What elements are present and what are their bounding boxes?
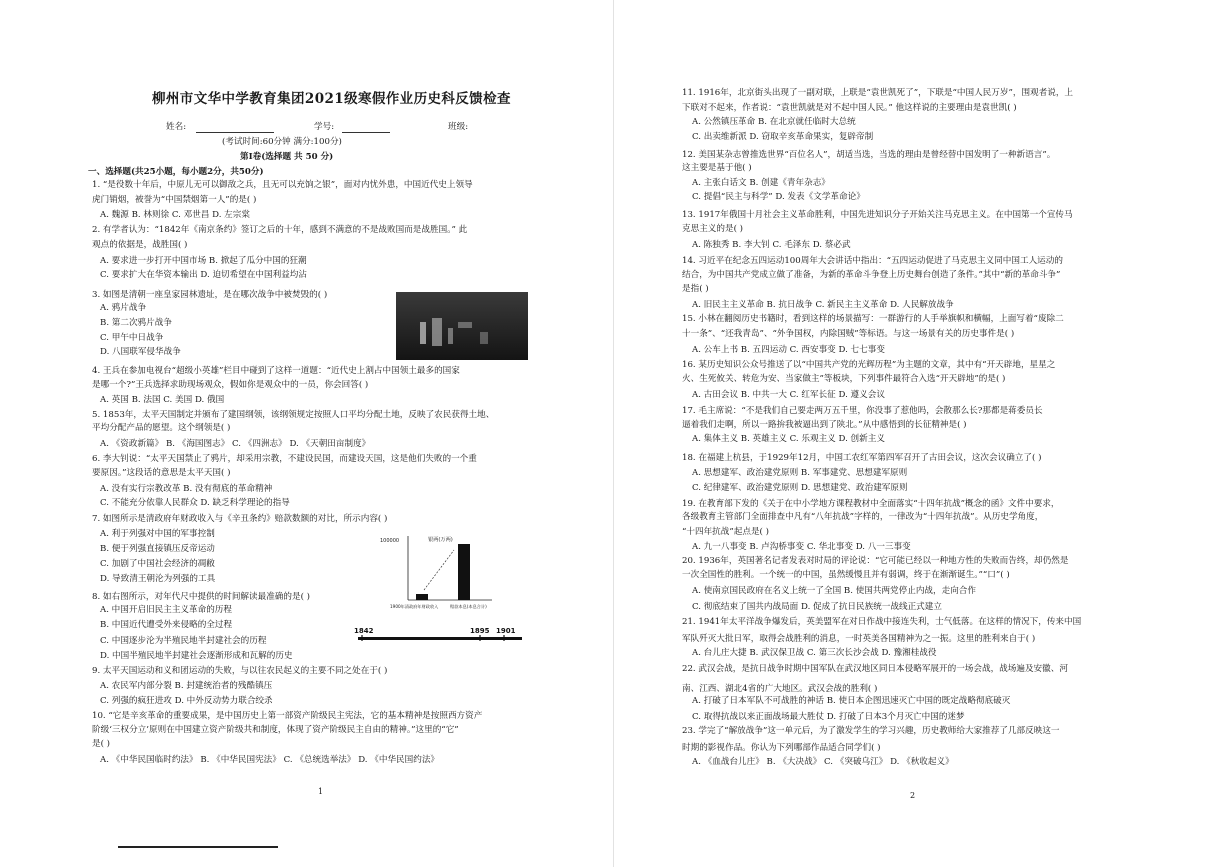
question-line: 时期的影视作品。你认为下列哪部作品适合同学们( )	[682, 743, 881, 753]
finance-bar-chart	[376, 532, 494, 612]
name-blank	[196, 132, 274, 133]
answer-option-line: A. 陈独秀 B. 李大钊 C. 毛泽东 D. 蔡必武	[692, 240, 851, 250]
section-title: 一、选择题(共25小题，每小题2分，共50分)	[88, 167, 264, 177]
question-line: 克思主义的是( )	[682, 224, 743, 234]
exam-info: (考试时间:60分钟 满分:100分)	[222, 137, 342, 147]
answer-option-line: C. 不能充分依靠人民群众 D. 缺乏科学理论的指导	[100, 498, 290, 508]
answer-option-line: C. 加剧了中国社会经济的凋敝	[100, 559, 215, 569]
question-line: 军队歼灭大批日军，取得会战胜利的消息，一时英美各国精神为之一振。这里的胜利来自于( )	[682, 634, 1036, 644]
question-line: 11. 1916年，北京街头出现了一副对联，上联是“袁世凯死了”，下联是“中国人民万岁”，围观者说，上	[682, 88, 1074, 98]
question-line: 是( )	[92, 739, 111, 749]
answer-option-line: C. 要求扩大在华资本输出 D. 迫切希望在中国利益均沾	[100, 270, 307, 280]
y-tick-top: 100000	[380, 538, 400, 544]
timeline-start: 1842	[354, 627, 374, 635]
answer-option-line: B. 第二次鸦片战争	[100, 318, 172, 328]
answer-option-line: A. 台儿庄大捷 B. 武汉保卫战 C. 第三次长沙会战 D. 豫湘桂战役	[692, 648, 937, 658]
answer-option-line: A. 农民军内部分裂 B. 封建统治者的残酷镇压	[100, 681, 273, 691]
question-line: 17. 毛主席说：“不是我们自己要走两万五千里，你没事了惹他吗，会散那么长?那都是蒋委员长	[682, 406, 1043, 416]
answer-option-line: A. 要求进一步打开中国市场 B. 掀起了瓜分中国的狂潮	[100, 256, 307, 266]
answer-option-line: A. 英国 B. 法国 C. 美国 D. 俄国	[100, 395, 225, 405]
answer-option-line: D. 八国联军侵华战争	[100, 347, 181, 357]
question-line: 6. 李大钊说：“太平天国禁止了鸦片，却采用宗教，不建设民国，而建设天国，这是他们失败的一个重	[92, 454, 477, 464]
question-line: 要原因。”这段话的意思是太平天国( )	[92, 468, 231, 478]
question-line: “十四年抗战”起点是( )	[682, 527, 769, 537]
question-line: 4. 王兵在参加电视台“超级小英雄”栏目中碰到了这样一道题：“近代史上割占中国领土最多的国家	[92, 366, 460, 376]
answer-option-line: A. 《资政新篇》 B. 《海国图志》 C. 《四洲志》 D. 《天朝田亩制度》	[100, 439, 371, 449]
class-label: 班级:	[448, 122, 469, 132]
question-line: 十一条”、“还我青岛”、“外争国权，内除国贼”等标语。与这一场景有关的历史事件是( )	[682, 329, 1015, 339]
question-line: 18. 在福建上杭县，于1929年12月，中国工农红军第四军召开了古田会议，这次会议确立了( )	[682, 453, 1042, 463]
question-line: 1. “是役数十年后，中原儿无可以御敌之兵，且无可以充饷之银”，面对内忧外患，中国近代史上领导	[92, 180, 473, 190]
question-line: 3. 如图是清朝一座皇家园林遗址，是在哪次战争中被焚毁的( )	[92, 290, 328, 300]
question-line: 7. 如图所示是清政府年财政收入与《辛丑条约》赔款数额的对比，所示内容( )	[92, 514, 388, 524]
part-title: 第Ⅰ卷(选择题 共 50 分)	[240, 152, 334, 162]
answer-option-line: A. 思想建军、政治建党原则 B. 军事建党、思想建军原则	[692, 468, 908, 478]
question-line: 21. 1941年太平洋战争爆发后，英美盟军在对日作战中接连失利，士气低落。在这样的情况下，传来中国	[682, 617, 1082, 627]
question-line: 阶级‘三权分立’原则在中国建立资产阶级共和制度，体现了资产阶级民主自由的精神。”这里的“它”	[92, 725, 459, 735]
timeline-end: 1901	[496, 627, 516, 635]
answer-option-line: A. 旧民主主义革命 B. 抗日战争 C. 新民主主义革命 D. 人民解放战争	[692, 300, 954, 310]
answer-option-line: A. 魏源 B. 林则徐 C. 邓世昌 D. 左宗棠	[100, 210, 250, 220]
question-line: 是哪一个?”王兵选择求助现场观众，假如你是观众中的一员，你会回答( )	[92, 380, 369, 390]
answer-option-line: C. 取得抗战以来正面战场最大胜仗 D. 打破了日本3个月灭亡中国的迷梦	[692, 712, 965, 722]
answer-option-line: A. 公然镇压革命 B. 在北京就任临时大总统	[692, 117, 856, 127]
question-line: 15. 小林在翻阅历史书籍时，看到这样的场景描写：一群游行的人手举旗帜和横幅，上面写着“废除二	[682, 314, 1064, 324]
question-line: 观点的依据是，战胜国( )	[92, 240, 188, 250]
answer-option-line: C. 甲午中日战争	[100, 333, 164, 343]
label-revenue: 1900年清政府年财政收入	[390, 604, 439, 609]
question-line: 22. 武汉会战，是抗日战争时期中国军队在武汉地区同日本侵略军展开的一场会战，战场遍及安徽、河	[682, 664, 1068, 674]
question-line: 虎门销烟，被誉为“中国禁烟第一人”的是( )	[92, 195, 257, 205]
answer-option-line: A. 《中华民国临时约法》 B. 《中华民国宪法》 C. 《总统选举法》 D. 《中华民国约法》	[100, 755, 440, 765]
answer-option-line: A. 古田会议 B. 中共一大 C. 红军长征 D. 遵义会议	[692, 390, 885, 400]
chart-unit: 银两(万两)	[428, 537, 453, 543]
answer-option-line: D. 导致清王朝沦为列强的工具	[100, 574, 216, 584]
question-line: 8. 如右图所示，对年代尺中提供的时间解读最准确的是( )	[92, 592, 311, 602]
question-line: 结合，为中国共产党成立做了准备，为新的革命斗争登上历史舞台创造了条件。”其中“新的革命斗争”	[682, 270, 1061, 280]
answer-option-line: A. 集体主义 B. 英雄主义 C. 乐观主义 D. 创新主义	[692, 434, 885, 444]
answer-option-line: C. 出卖维新派 D. 窃取辛亥革命果实，复辟帝制	[692, 132, 874, 142]
question-line: 这主要是基于他( )	[682, 163, 752, 173]
question-line: 平均分配产品的愿望。这个纲领是( )	[92, 423, 231, 433]
bar-indemnity	[458, 544, 470, 600]
page-number: 2	[910, 791, 916, 800]
question-line: 20. 1936年，英国著名记者发表对时局的评论说：“它可能已经以一种地方性的失败而告终，却仍然是	[682, 556, 1069, 566]
question-line: 火、生死攸关、转危为安、当家做主”等板块，下列事件最符合入选“开天辟地”的是( )	[682, 374, 1006, 384]
question-line: 10. “它是辛亥革命的重要成果，是中国历史上第一部资产阶级民主宪法，它的基本精神是按照西方资产	[92, 711, 483, 721]
question-line: 逼着我们走啊，所以一路拚我被逼出到了陕北。”从中感悟到的长征精神是( )	[682, 420, 967, 430]
question-line: 12. 美国某杂志曾推选世界“百位名人”，胡适当选，当选的理由是曾经替中国发明了一种新语言”。	[682, 150, 1056, 160]
answer-option-line: A. 公车上书 B. 五四运动 C. 西安事变 D. 七七事变	[692, 345, 885, 355]
exam-page-right	[614, 0, 1227, 867]
answer-option-line: A. 打破了日本军队不可战胜的神话 B. 使日本企图迅速灭亡中国的既定战略彻底破灭	[692, 696, 1011, 706]
page-number: 1	[318, 787, 324, 796]
question-line: 下联对不起来，作者说：“袁世凯就是对不起中国人民。” 他这样说的主要理由是袁世凯( )	[682, 103, 1017, 113]
answer-option-line: A. 鸦片战争	[100, 303, 147, 313]
name-label: 姓名:	[166, 122, 187, 132]
answer-option-line: C. 列强的疯狂进攻 D. 中外反动势力联合绞杀	[100, 696, 273, 706]
answer-option-line: D. 中国半殖民地半封建社会逐渐形成和瓦解的历史	[100, 651, 293, 661]
label-indemnity: 赔款本息(本息合计)	[450, 604, 487, 609]
question-line: 南、江西、湖北4省的广大地区。武汉会战的胜利( )	[682, 684, 878, 694]
question-line: 5. 1853年，太平天国制定并颁布了建国纲领，该纲领规定按照人口平均分配土地，反映了农民获得土地、	[92, 410, 495, 420]
exam-title: 柳州市文华中学教育集团2021级寒假作业历史科反馈检查	[152, 91, 511, 107]
timeline-mid: 1895	[470, 627, 490, 635]
student-id-blank	[342, 132, 390, 133]
answer-option-line: A. 《血战台儿庄》 B. 《大决战》 C. 《突破乌江》 D. 《秋收起义》	[692, 757, 954, 767]
question-line: 13. 1917年俄国十月社会主义革命胜利，中国先进知识分子开始关注马克思主义。在中国第一个宣传马	[682, 210, 1073, 220]
question-line: 19. 在教育部下发的《关于在中小学地方课程教材中全面落实“十四年抗战”概念的函》文件中要求，	[682, 499, 1060, 509]
student-id-label: 学号:	[314, 122, 335, 132]
question-line: 各级教育主管部门全面排查中凡有“八年抗战”字样的，一律改为“十四年抗战”。从历史学角度，	[682, 512, 1044, 522]
question-line: 9. 太平天国运动和义和团运动的失败，与以往农民起义的主要不同之处在于( )	[92, 666, 388, 676]
answer-option-line: A. 九一八事变 B. 卢沟桥事变 C. 华北事变 D. 八一三事变	[692, 542, 911, 552]
answer-option-line: C. 中国逐步沦为半殖民地半封建社会的历程	[100, 636, 267, 646]
answer-option-line: B. 便于列强直接镇压反帝运动	[100, 544, 215, 554]
question-line: 14. 习近平在纪念五四运动100周年大会讲话中指出：“五四运动促进了马克思主义同中国工人运动的	[682, 256, 1063, 266]
question-line: 16. 某历史知识公众号推送了以“中国共产党的光辉历程”为主题的文章，其中有“开天辟地，星星之	[682, 360, 1056, 370]
answer-option-line: C. 提倡“民主与科学” D. 发表《文学革命论》	[692, 192, 865, 202]
question-line: 一次全国性的胜利。一个统一的中国，虽然缓慢且并有弱调，终于在渐渐诞生。”“口”( )	[682, 570, 1010, 580]
question-line: 是指( )	[682, 284, 709, 294]
ruins-photo	[396, 292, 528, 360]
answer-option-line: A. 中国开启旧民主主义革命的历程	[100, 605, 232, 615]
answer-option-line: A. 使南京国民政府在名义上统一了全国 B. 使国共两党停止内战，走向合作	[692, 586, 976, 596]
answer-option-line: A. 没有实行宗教改革 B. 没有彻底的革命精神	[100, 484, 273, 494]
answer-option-line: A. 主张白话文 B. 创建《青年杂志》	[692, 178, 830, 188]
question-line: 23. 学完了“解放战争”这一单元后，为了激发学生的学习兴趣，历史教师给大家推荐了几部反映这一	[682, 726, 1060, 736]
answer-option-line: C. 彻底结束了国共内战局面 D. 促成了抗日民族统一战线正式建立	[692, 602, 942, 612]
bar-revenue	[416, 594, 428, 600]
timeline-ruler	[352, 624, 528, 644]
question-line: 2. 有学者认为：“1842年《南京条约》签订之后的十年，感到不满意的不是战败国而是战胜国。” 此	[92, 225, 468, 235]
answer-option-line: C. 纪律建军、政治建党原则 D. 思想建党、政治建军原则	[692, 483, 908, 493]
answer-option-line: A. 利于列强对中国的军事控制	[100, 529, 215, 539]
answer-option-line: B. 中国近代遭受外来侵略的全过程	[100, 620, 233, 630]
